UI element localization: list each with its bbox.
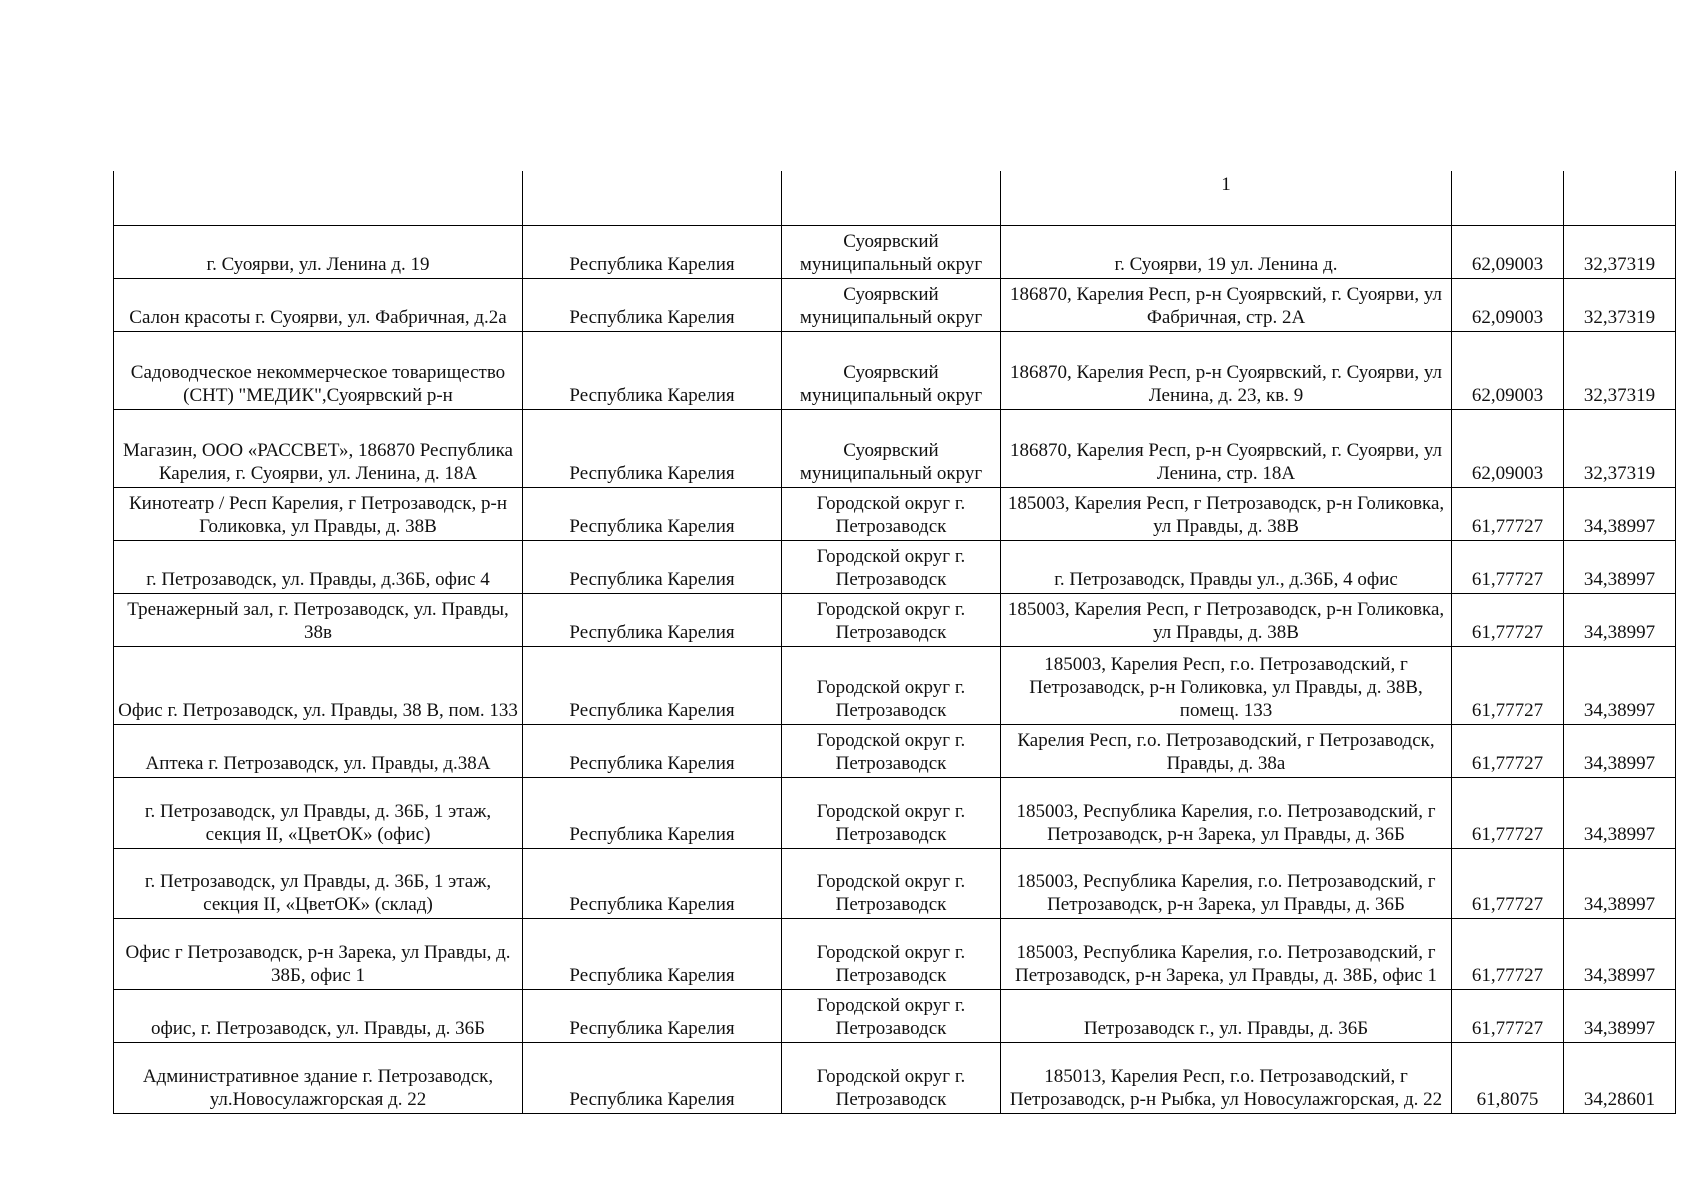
object-name-cell: Административное здание г. Петрозаводск, ул.Новосулажгорская д. 22 — [114, 1042, 523, 1113]
latitude-cell: 62,09003 — [1452, 409, 1564, 487]
table-row — [114, 409, 1676, 487]
object-name-cell: Тренажерный зал, г. Петрозаводск, ул. Правды, 38в — [114, 593, 523, 646]
object-name-cell: Садоводческое некоммерческое товарищество (СНТ) "МЕДИК",Суоярвский р-н — [114, 331, 523, 409]
region-cell: Республика Карелия — [523, 1042, 782, 1113]
object-name-cell: Офис г. Петрозаводск, ул. Правды, 38 В, пом. 133 — [114, 646, 523, 724]
table-body — [114, 171, 1676, 1113]
latitude-cell: 61,77727 — [1452, 848, 1564, 918]
district-cell: Городской округ г. Петрозаводск — [782, 848, 1001, 918]
district-cell: Городской округ г. Петрозаводск — [782, 646, 1001, 724]
longitude-cell: 34,38997 — [1564, 646, 1676, 724]
region-cell: Республика Карелия — [523, 278, 782, 331]
region-cell: Республика Карелия — [523, 593, 782, 646]
table-row — [114, 724, 1676, 777]
object-name-cell: офис, г. Петрозаводск, ул. Правды, д. 36Б — [114, 989, 523, 1042]
address-cell: г. Петрозаводск, Правды ул., д.36Б, 4 офис — [1001, 540, 1452, 593]
header-cell — [782, 171, 1001, 225]
longitude-cell: 34,38997 — [1564, 989, 1676, 1042]
latitude-cell: 61,77727 — [1452, 989, 1564, 1042]
header-cell-column-number: 1 — [1001, 171, 1452, 225]
longitude-cell: 34,38997 — [1564, 918, 1676, 989]
district-cell: Городской округ г. Петрозаводск — [782, 593, 1001, 646]
region-cell: Республика Карелия — [523, 409, 782, 487]
latitude-cell: 61,77727 — [1452, 724, 1564, 777]
table-row — [114, 331, 1676, 409]
table-header-row — [114, 171, 1676, 225]
region-cell: Республика Карелия — [523, 848, 782, 918]
longitude-cell: 32,37319 — [1564, 278, 1676, 331]
longitude-cell: 34,38997 — [1564, 593, 1676, 646]
district-cell: Городской округ г. Петрозаводск — [782, 989, 1001, 1042]
latitude-cell: 61,77727 — [1452, 777, 1564, 848]
latitude-cell: 62,09003 — [1452, 331, 1564, 409]
district-cell: Суоярвский муниципальный округ — [782, 225, 1001, 278]
header-cell — [523, 171, 782, 225]
address-cell: г. Суоярви, 19 ул. Ленина д. — [1001, 225, 1452, 278]
table-row — [114, 918, 1676, 989]
table-row — [114, 1042, 1676, 1113]
district-cell: Суоярвский муниципальный округ — [782, 409, 1001, 487]
longitude-cell: 34,38997 — [1564, 487, 1676, 540]
district-cell: Городской округ г. Петрозаводск — [782, 777, 1001, 848]
object-name-cell: г. Петрозаводск, ул Правды, д. 36Б, 1 этаж, секция II, «ЦветОК» (офис) — [114, 777, 523, 848]
region-cell: Республика Карелия — [523, 989, 782, 1042]
address-cell: 186870, Карелия Респ, р-н Суоярвский, г. Суоярви, ул Ленина, д. 23, кв. 9 — [1001, 331, 1452, 409]
latitude-cell: 61,77727 — [1452, 918, 1564, 989]
longitude-cell: 34,38997 — [1564, 724, 1676, 777]
table-row — [114, 848, 1676, 918]
district-cell: Городской округ г. Петрозаводск — [782, 1042, 1001, 1113]
longitude-cell: 34,38997 — [1564, 848, 1676, 918]
address-cell: Карелия Респ, г.о. Петрозаводский, г Петрозаводск, Правды, д. 38а — [1001, 724, 1452, 777]
longitude-cell: 34,38997 — [1564, 540, 1676, 593]
region-cell: Республика Карелия — [523, 646, 782, 724]
region-cell: Республика Карелия — [523, 540, 782, 593]
longitude-cell: 32,37319 — [1564, 225, 1676, 278]
object-name-cell: Кинотеатр / Респ Карелия, г Петрозаводск, р-н Голиковка, ул Правды, д. 38В — [114, 487, 523, 540]
region-cell: Республика Карелия — [523, 724, 782, 777]
latitude-cell: 61,77727 — [1452, 540, 1564, 593]
object-name-cell: Салон красоты г. Суоярви, ул. Фабричная, д.2а — [114, 278, 523, 331]
district-cell: Городской округ г. Петрозаводск — [782, 540, 1001, 593]
district-cell: Городской округ г. Петрозаводск — [782, 724, 1001, 777]
region-cell: Республика Карелия — [523, 777, 782, 848]
address-cell: 185003, Республика Карелия, г.о. Петрозаводский, г Петрозаводск, р-н Зарека, ул Правды, д. 38Б, офис 1 — [1001, 918, 1452, 989]
region-cell: Республика Карелия — [523, 918, 782, 989]
latitude-cell: 61,8075 — [1452, 1042, 1564, 1113]
longitude-cell: 34,28601 — [1564, 1042, 1676, 1113]
address-cell: 185003, Республика Карелия, г.о. Петрозаводский, г Петрозаводск, р-н Зарека, ул Правды, д. 36Б — [1001, 777, 1452, 848]
address-cell: 186870, Карелия Респ, р-н Суоярвский, г. Суоярви, ул Фабричная, стр. 2А — [1001, 278, 1452, 331]
latitude-cell: 61,77727 — [1452, 593, 1564, 646]
district-cell: Городской округ г. Петрозаводск — [782, 487, 1001, 540]
header-cell — [1564, 171, 1676, 225]
header-cell — [114, 171, 523, 225]
header-cell — [1452, 171, 1564, 225]
address-cell: 186870, Карелия Респ, р-н Суоярвский, г. Суоярви, ул Ленина, стр. 18А — [1001, 409, 1452, 487]
address-cell: 185003, Карелия Респ, г Петрозаводск, р-н Голиковка, ул Правды, д. 38В — [1001, 593, 1452, 646]
district-cell: Городской округ г. Петрозаводск — [782, 918, 1001, 989]
address-cell: 185003, Республика Карелия, г.о. Петрозаводский, г Петрозаводск, р-н Зарека, ул Правды, д. 36Б — [1001, 848, 1452, 918]
longitude-cell: 34,38997 — [1564, 777, 1676, 848]
region-cell: Республика Карелия — [523, 331, 782, 409]
region-cell: Республика Карелия — [523, 225, 782, 278]
latitude-cell: 61,77727 — [1452, 487, 1564, 540]
latitude-cell: 62,09003 — [1452, 278, 1564, 331]
locations-table — [113, 171, 1676, 1114]
table-row — [114, 646, 1676, 724]
district-cell: Суоярвский муниципальный округ — [782, 278, 1001, 331]
address-cell: Петрозаводск г., ул. Правды, д. 36Б — [1001, 989, 1452, 1042]
longitude-cell: 32,37319 — [1564, 409, 1676, 487]
table-row — [114, 777, 1676, 848]
latitude-cell: 62,09003 — [1452, 225, 1564, 278]
object-name-cell: г. Петрозаводск, ул Правды, д. 36Б, 1 этаж, секция II, «ЦветОК» (склад) — [114, 848, 523, 918]
object-name-cell: г. Суоярви, ул. Ленина д. 19 — [114, 225, 523, 278]
address-cell: 185013, Карелия Респ, г.о. Петрозаводский, г Петрозаводск, р-н Рыбка, ул Новосулажгорская, д. 22 — [1001, 1042, 1452, 1113]
object-name-cell: Офис г Петрозаводск, р-н Зарека, ул Правды, д. 38Б, офис 1 — [114, 918, 523, 989]
table-row — [114, 487, 1676, 540]
address-cell: 185003, Карелия Респ, г.о. Петрозаводский, г Петрозаводск, р-н Голиковка, ул Правды, д. 38В, помещ. 133 — [1001, 646, 1452, 724]
table-row — [114, 225, 1676, 278]
longitude-cell: 32,37319 — [1564, 331, 1676, 409]
object-name-cell: г. Петрозаводск, ул. Правды, д.36Б, офис 4 — [114, 540, 523, 593]
table-row — [114, 989, 1676, 1042]
table-row — [114, 593, 1676, 646]
object-name-cell: Магазин, ООО «РАССВЕТ», 186870 Республика Карелия, г. Суоярви, ул. Ленина, д. 18А — [114, 409, 523, 487]
latitude-cell: 61,77727 — [1452, 646, 1564, 724]
table-row — [114, 278, 1676, 331]
table-row — [114, 540, 1676, 593]
region-cell: Республика Карелия — [523, 487, 782, 540]
object-name-cell: Аптека г. Петрозаводск, ул. Правды, д.38А — [114, 724, 523, 777]
address-cell: 185003, Карелия Респ, г Петрозаводск, р-н Голиковка, ул Правды, д. 38В — [1001, 487, 1452, 540]
district-cell: Суоярвский муниципальный округ — [782, 331, 1001, 409]
